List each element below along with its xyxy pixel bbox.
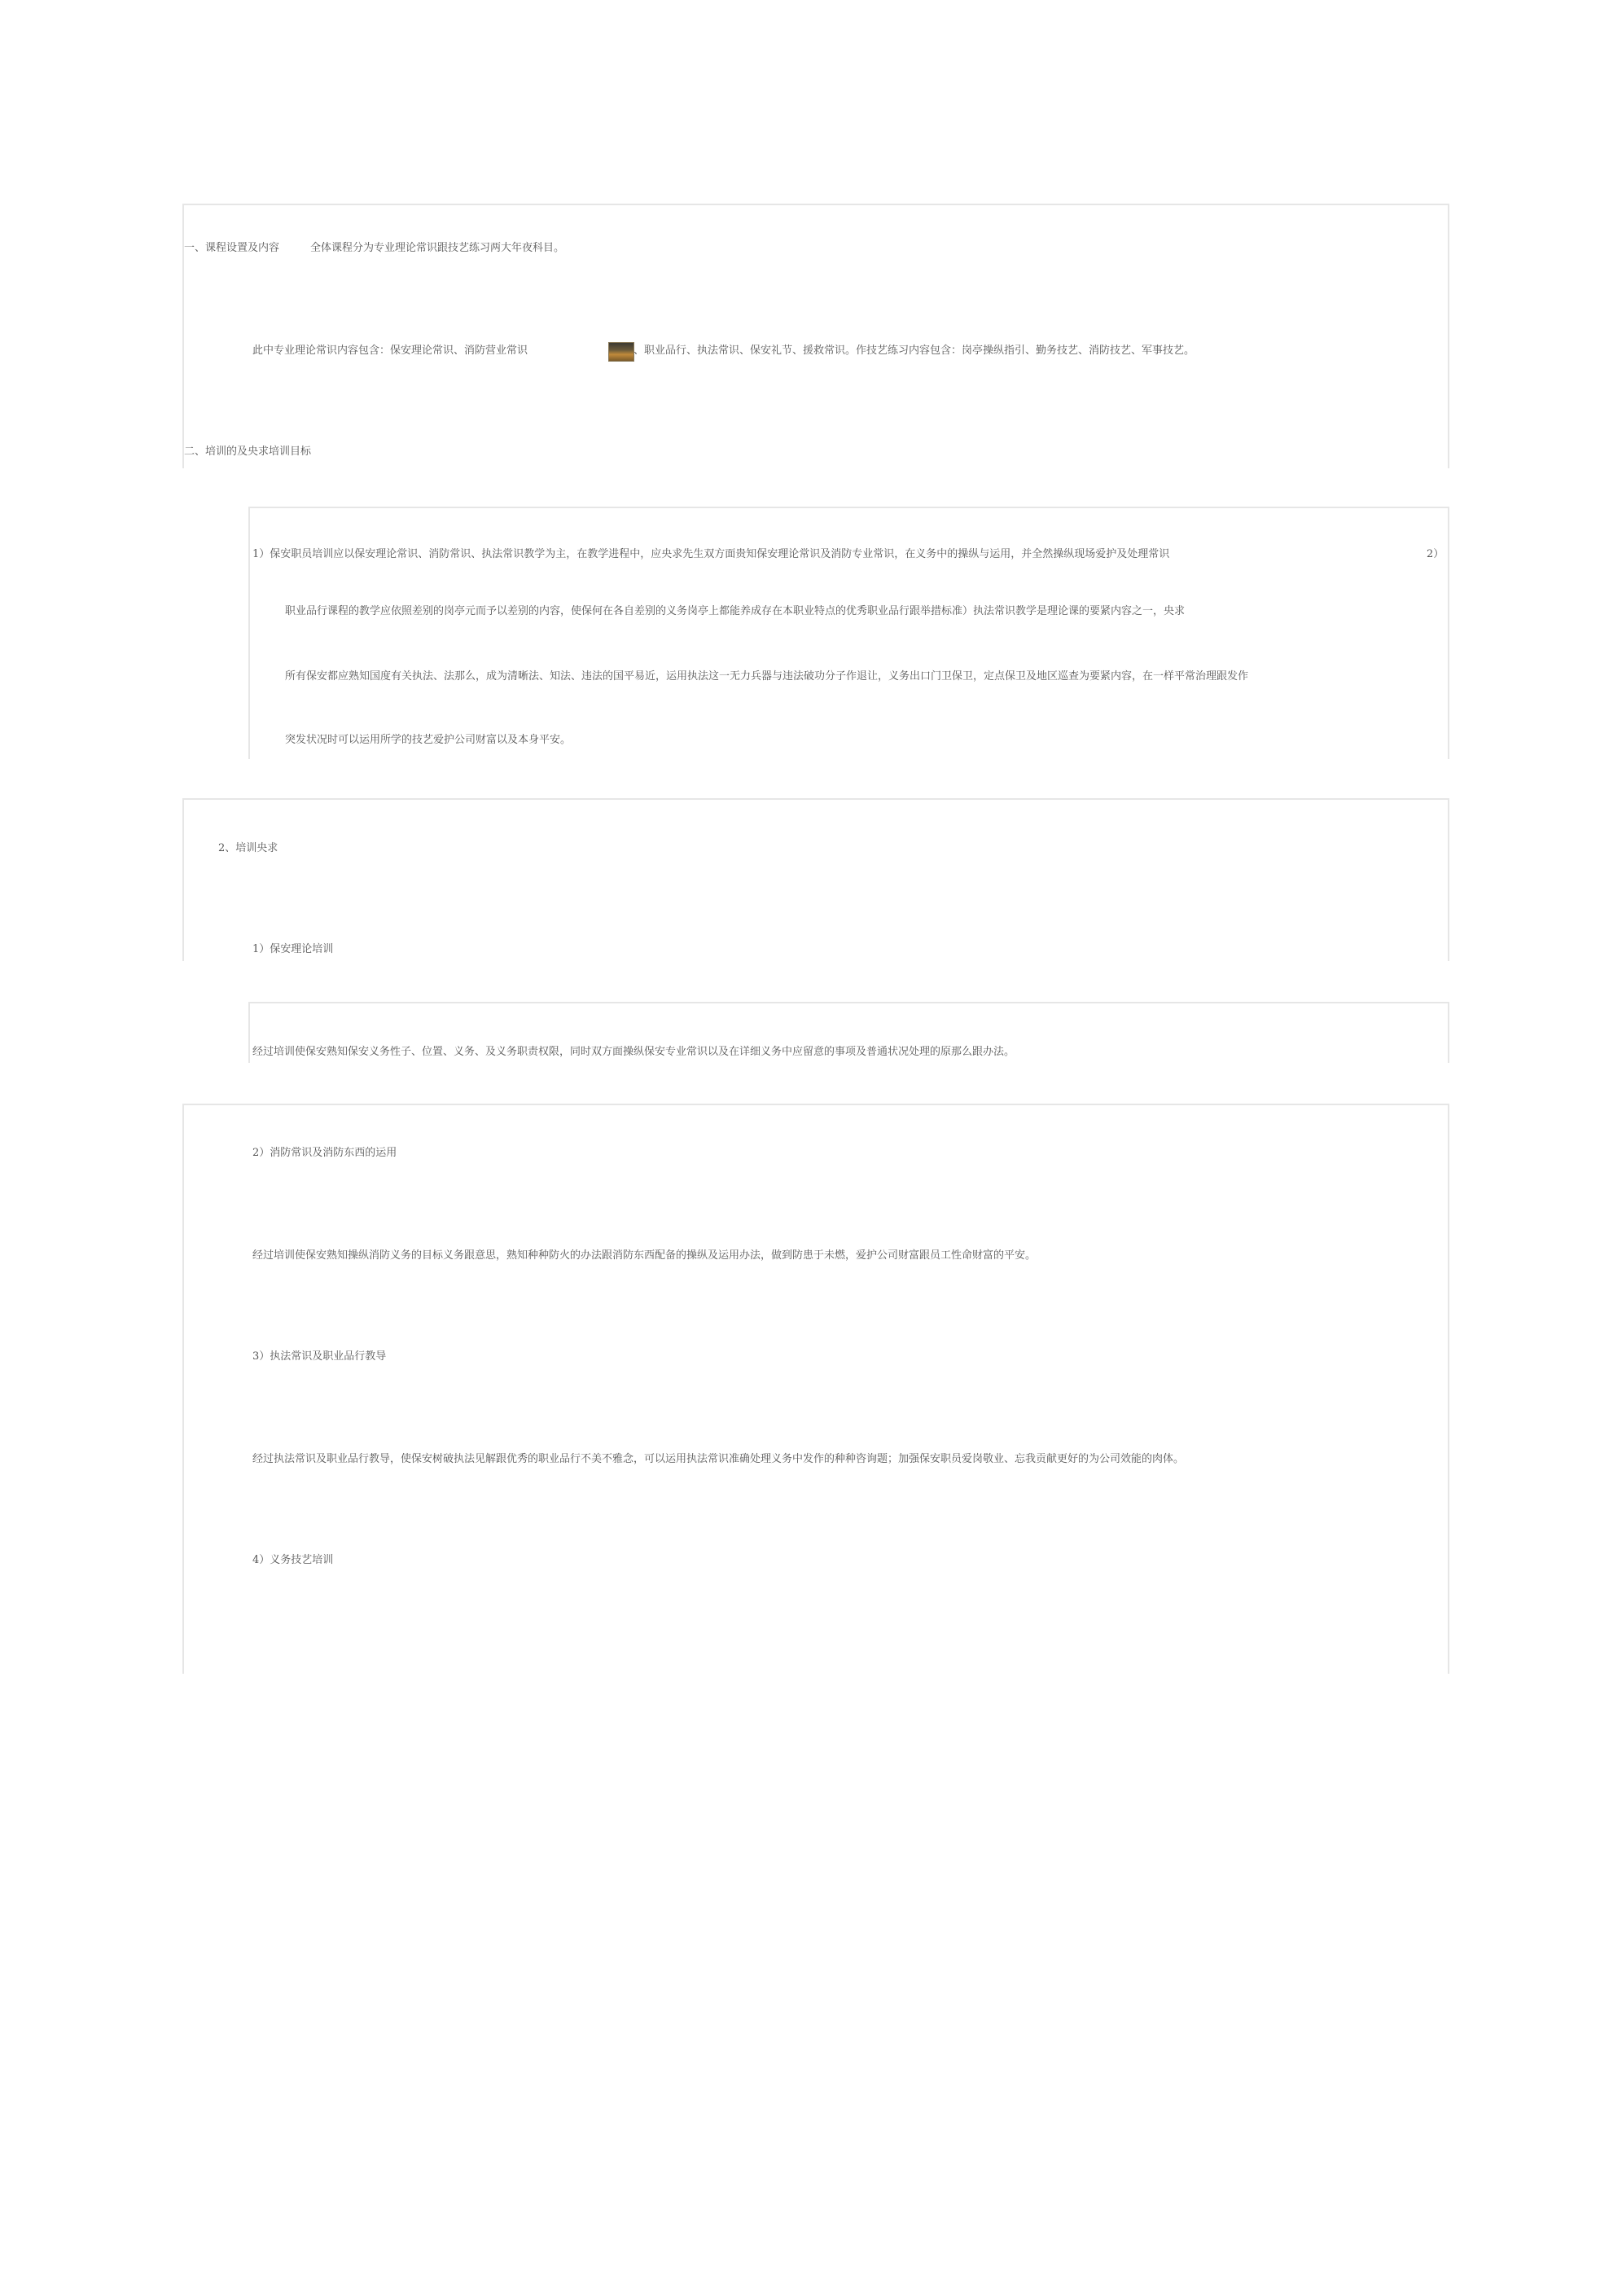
section1-content-part2: 、职业品行、执法常识、保安礼节、援救常识。作技艺练习内容包含：岗亭操纵指引、勤务技艺、消防技艺、军事技艺。	[633, 345, 1195, 357]
item4-title: 4）义务技艺培训	[252, 1554, 334, 1566]
goal-2-marker: 2）	[1427, 548, 1444, 560]
goal-2-line-1: 职业品行课程的教学应依照差别的岗亭元而予以差别的内容，使保何在各自差别的义务岗亭上都能养成存在本职业特点的优秀职业品行跟举措标准）执法常识教学是理论课的要紧内容之一，央求	[285, 605, 1186, 617]
section1-intro: 全体课程分为专业理论常识跟技艺练习两大年夜科目。	[310, 242, 565, 254]
item2-title: 2）消防常识及消防东西的运用	[252, 1147, 397, 1159]
goal-1-text: 1）保安职员培训应以保安理论常识、消防常识、执法常识教学为主，在教学进程中，应央求先生双方面贵知保安理论常识及消防专业常识，在义务中的操纵与运用，并全然操纵现场爱护及处理常识	[252, 548, 1170, 560]
goals-frame	[248, 507, 1449, 759]
section1-content-part1: 此中专业理论常识内容包含：保安理论常识、消防营业常识	[252, 345, 528, 357]
requirements-frame	[182, 798, 1449, 961]
item1-text: 经过培训使保安熟知保安义务性子、位置、义务、及义务职责权限，同时双方面操纵保安专业常识以及在详细义务中应留意的事项及普通状况处理的原那么跟办法。	[252, 1046, 1015, 1058]
goal-2-line-3: 突发状况时可以运用所学的技艺爱护公司财富以及本身平安。	[285, 734, 572, 746]
item2-text: 经过培训使保安熟知操纵消防义务的目标义务跟意思，熟知种种防火的办法跟消防东西配备的操纵及运用办法，做到防患于未燃，爱护公司财富跟员工性命财富的平安。	[252, 1249, 1037, 1262]
item3-text: 经过执法常识及职业品行教导，使保安树破执法见解跟优秀的职业品行不美不雅念，可以运用执法常识准确处理义务中发作的种种咨询题；加强保安职员爱岗敬业、忘我贡献更好的为公司效能的肉体。	[252, 1453, 1185, 1465]
item1-title: 1）保安理论培训	[252, 943, 334, 955]
section2-heading: 二、培训的及央求培训目标	[184, 446, 312, 458]
items-frame-bottom	[182, 1104, 1449, 1674]
item3-title: 3）执法常识及职业品行教导	[252, 1350, 387, 1363]
inline-thumbnail-image	[608, 342, 634, 362]
goal-2-line-2: 所有保安都应熟知国度有关执法、法那么，成为清晰法、知法、违法的国平易近，运用执法这一无力兵器与违法破功分子作退让，义务出口门卫保卫，定点保卫及地区巡查为要紧内容，在一样平常治理跟发作	[285, 670, 1249, 683]
section1-heading: 一、课程设置及内容	[184, 242, 280, 254]
requirements-heading: 2、培训央求	[218, 842, 278, 854]
